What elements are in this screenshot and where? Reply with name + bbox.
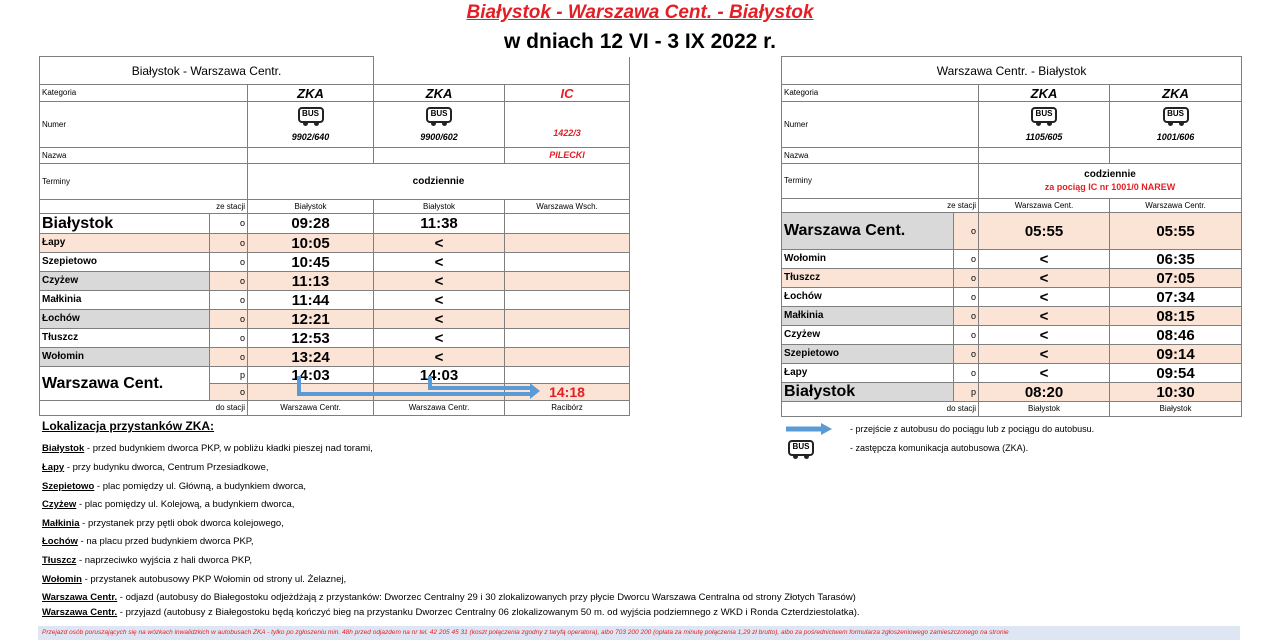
station-name: Małkinia (40, 291, 210, 310)
station-name: Czyżew (782, 326, 954, 345)
train-category: ZKA (374, 85, 505, 102)
train-category: ZKA (248, 85, 374, 102)
location-item: Tłuszcz - naprzeciwko wyjścia z hali dworca PKP, (42, 555, 252, 566)
bus-icon: BUS (1031, 107, 1057, 123)
departure-marker: o (954, 288, 979, 307)
to-station-label: do stacji (782, 402, 979, 417)
time-cell: 08:15 (1110, 307, 1242, 326)
right-header: Warszawa Centr. - Białystok (782, 57, 1242, 85)
time-cell: 10:45 (248, 253, 374, 272)
train-number: 1105/605 (1025, 132, 1063, 142)
time-cell: < (374, 329, 505, 348)
train-category: ZKA (979, 85, 1110, 102)
station-name: Łapy (40, 234, 210, 253)
departure-marker: o (954, 326, 979, 345)
location-item: Szepietowo - plac pomiędzy ul. Główną, a budynkiem dworca, (42, 481, 307, 492)
departure-marker: o (210, 310, 248, 329)
from-station: Warszawa Wsch. (505, 200, 630, 214)
legend-bus: - zastępcza komunikacja autobusowa (ZKA). (850, 443, 1029, 453)
terms: codziennie (1084, 169, 1136, 180)
time-cell: 05:55 (979, 213, 1110, 250)
station-name: Szepietowo (782, 345, 954, 364)
to-station-label: do stacji (40, 401, 248, 416)
station-name: Warszawa Cent. (782, 213, 954, 250)
time-cell: < (979, 288, 1110, 307)
departure-marker: o (954, 345, 979, 364)
time-cell: 08:46 (1110, 326, 1242, 345)
station-name: Małkinia (782, 307, 954, 326)
bus-icon: BUS (426, 107, 452, 123)
station-name: Tłuszcz (40, 329, 210, 348)
to-station: Białystok (1110, 402, 1242, 417)
terminy-label: Terminy (782, 164, 979, 199)
numer-label: Numer (782, 102, 979, 148)
train-category: ZKA (1110, 85, 1242, 102)
time-cell: 11:38 (374, 214, 505, 234)
location-item: Małkinia - przystanek przy pętli obok dworca kolejowego, (42, 518, 284, 529)
station-name: Białystok (782, 383, 954, 402)
time-cell: 10:05 (248, 234, 374, 253)
time-cell: < (979, 326, 1110, 345)
transfer-arrow (430, 376, 532, 388)
station-name: Szepietowo (40, 253, 210, 272)
footnote: Przejazd osób poruszających się na wózkach inwalidzkich w autobusach ZKA - tylko po zgłoszeniu min. 48h przed odjazdem na nr tel. 42 205 45 31 (koszt połączenia zgodny z taryfą operatora), albo 703 200 200 (opłata za minutę połączenia 1,29 zł brutto), albo za pośrednictwem formularza zgłoszeniowego zamieszczonego na stronie (38, 626, 1240, 640)
locations-title: Lokalizacja przystanków ZKA: (42, 419, 215, 433)
legend-bus-icon: BUS (788, 440, 814, 456)
departure-marker: o (954, 307, 979, 326)
location-item: Warszawa Centr. - odjazd (autobusy do Białegostoku odjeżdżają z przystanków: Dworzec Centralny 29 i 30 zlokalizowanych przy płycie Dworcu Warszawa Centralna od strony Złotych Tarasów) (42, 592, 856, 603)
terminy-label: Terminy (40, 164, 248, 200)
page-title: Białystok - Warszawa Cent. - Białystok (466, 2, 814, 23)
legend-transfer: - przejście z autobusu do pociągu lub z pociągu do autobusu. (850, 424, 1095, 434)
location-item: Czyżew - plac pomiędzy ul. Kolejową, a budynkiem dworca, (42, 499, 295, 510)
time-cell: < (374, 272, 505, 291)
time-cell: < (374, 291, 505, 310)
departure-marker: o (210, 234, 248, 253)
station-name: Warszawa Cent. (40, 367, 210, 401)
departure-marker: o (954, 269, 979, 288)
bus-icon: BUS (1163, 107, 1189, 123)
terms: codziennie (248, 164, 630, 200)
to-station: Warszawa Centr. (374, 401, 505, 416)
station-name: Białystok (40, 214, 210, 234)
time-cell: < (979, 307, 1110, 326)
time-cell: < (374, 234, 505, 253)
time-cell: 14:03 (248, 367, 374, 384)
page-subtitle: w dniach 12 VI - 3 IX 2022 r. (504, 30, 776, 53)
station-name: Łochów (40, 310, 210, 329)
arrival-marker: p (210, 367, 248, 384)
bus-icon: BUS (298, 107, 324, 123)
time-cell: < (374, 348, 505, 367)
train-name: PILECKI (505, 148, 630, 164)
from-station: Białystok (248, 200, 374, 214)
departure-marker: o (954, 213, 979, 250)
time-cell: 09:14 (1110, 345, 1242, 364)
departure-marker: o (954, 250, 979, 269)
train-number: 9900/602 (420, 132, 458, 142)
time-cell: 05:55 (1110, 213, 1242, 250)
time-cell: < (979, 345, 1110, 364)
location-item: Wołomin - przystanek autobusowy PKP Wołomin od strony ul. Żelaznej, (42, 574, 347, 585)
from-station: Białystok (374, 200, 505, 214)
from-station-label: ze stacji (40, 200, 248, 214)
time-cell: 13:24 (248, 348, 374, 367)
location-item: Łochów - na placu przed budynkiem dworca PKP, (42, 536, 254, 547)
departure-marker: o (210, 384, 248, 401)
time-cell: < (374, 253, 505, 272)
location-item: Białystok - przed budynkiem dworca PKP, w pobliżu kładki pieszej nad torami, (42, 443, 373, 454)
to-station: Racibórz (505, 401, 630, 416)
terms-note: za pociąg IC nr 1001/0 NAREW (1044, 182, 1176, 192)
time-cell: < (979, 269, 1110, 288)
nazwa-label: Nazwa (40, 148, 248, 164)
time-cell: 12:21 (248, 310, 374, 329)
time-cell: 12:53 (248, 329, 374, 348)
legend-arrow-head (821, 423, 832, 435)
transfer-arrow (299, 376, 532, 394)
left-header: Białystok - Warszawa Centr. (40, 57, 374, 85)
time-cell: 14:18 (505, 384, 630, 401)
departure-marker: o (210, 291, 248, 310)
nazwa-label: Nazwa (782, 148, 979, 164)
numer-label: Numer (40, 102, 248, 148)
time-cell: 10:30 (1110, 383, 1242, 402)
time-cell: 06:35 (1110, 250, 1242, 269)
station-name: Tłuszcz (782, 269, 954, 288)
time-cell: < (979, 364, 1110, 383)
departure-marker: o (210, 329, 248, 348)
time-cell: 08:20 (979, 383, 1110, 402)
arrival-marker: p (954, 383, 979, 402)
to-station: Warszawa Centr. (248, 401, 374, 416)
time-cell: < (979, 250, 1110, 269)
station-name: Łapy (782, 364, 954, 383)
location-item: Warszawa Centr. - przyjazd (autobusy z Białegostoku będą kończyć bieg na przystanku Dworzec Centralny 06 zlokalizowanym 50 m. od wyjścia podziemnego z WKD i Ronda Czterdziestolatka). (42, 607, 860, 618)
departure-marker: o (954, 364, 979, 383)
station-name: Czyżew (40, 272, 210, 291)
time-cell: 07:05 (1110, 269, 1242, 288)
kategoria-label: Kategoria (782, 85, 979, 102)
time-cell: 14:03 (374, 367, 505, 384)
station-name: Wołomin (40, 348, 210, 367)
kategoria-label: Kategoria (40, 85, 248, 102)
arrow-head (530, 383, 540, 399)
location-item: Łapy - przy budynku dworca, Centrum Przesiadkowe, (42, 462, 269, 473)
train-number: 1001/606 (1156, 132, 1195, 142)
station-name: Wołomin (782, 250, 954, 269)
train-number: 1422/3 (505, 102, 630, 148)
right-timetable (781, 56, 1242, 417)
train-number: 9902/640 (291, 132, 330, 142)
departure-marker: o (210, 348, 248, 367)
departure-marker: o (210, 272, 248, 291)
time-cell: 09:54 (1110, 364, 1242, 383)
time-cell: 11:44 (248, 291, 374, 310)
time-cell: 09:28 (248, 214, 374, 234)
time-cell: 07:34 (1110, 288, 1242, 307)
from-station: Warszawa Centr. (1110, 199, 1242, 213)
time-cell: 11:13 (248, 272, 374, 291)
from-station-label: ze stacji (782, 199, 979, 213)
to-station: Białystok (979, 402, 1110, 417)
departure-marker: o (210, 214, 248, 234)
from-station: Warszawa Cent. (979, 199, 1110, 213)
time-cell: < (374, 310, 505, 329)
train-category: IC (505, 85, 630, 102)
departure-marker: o (210, 253, 248, 272)
station-name: Łochów (782, 288, 954, 307)
